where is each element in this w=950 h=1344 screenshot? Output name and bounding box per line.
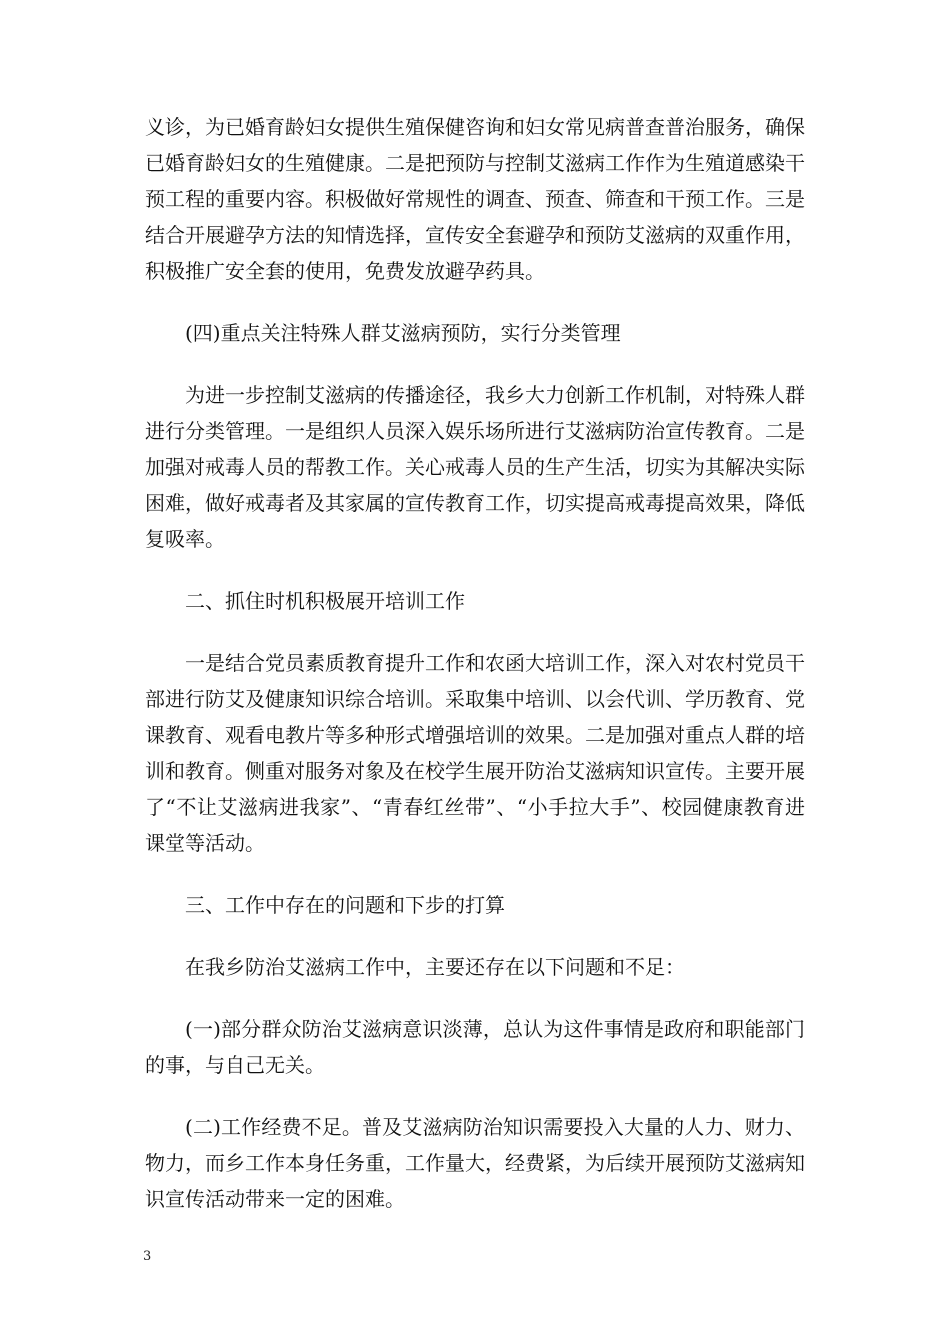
- paragraph-gap: [145, 985, 805, 1011]
- section-heading-3: 三、工作中存在的问题和下步的打算: [185, 893, 505, 917]
- paragraph-gap: [145, 351, 805, 377]
- paragraph-gap: [145, 861, 805, 887]
- paragraph-gap: [145, 923, 805, 949]
- section-heading-2: 二、抓住时机积极展开培训工作: [185, 589, 465, 613]
- paragraph-special-groups: 为进一步控制艾滋病的传播途径，我乡大力创新工作机制，对特殊人群进行分类管理。一是组织人员深入娱乐场所进行艾滋病防治宣传教育。二是加强对戒毒人员的帮教工作。关心戒毒人员的生产生活，切实为其解决实际困难，做好戒毒者及其家属的宣传教育工作，切实提高戒毒提高效果，降低复吸率。: [145, 383, 805, 551]
- paragraph-gap: [145, 557, 805, 583]
- page-number: 3: [143, 1249, 152, 1264]
- paragraph-problems-intro: 在我乡防治艾滋病工作中，主要还存在以下问题和不足：: [185, 955, 685, 979]
- paragraph-continuation: 义诊，为已婚育龄妇女提供生殖保健咨询和妇女常见病普查普治服务，确保已婚育龄妇女的生殖健康。二是把预防与控制艾滋病工作作为生殖道感染干预工程的重要内容。积极做好常规性的调查、预查、筛查和干预工作。三是结合开展避孕方法的知情选择，宣传安全套避孕和预防艾滋病的双重作用，积极推广安全套的使用，免费发放避孕药具。: [145, 115, 805, 283]
- paragraph-problem-2: (二)工作经费不足。普及艾滋病防治知识需要投入大量的人力、财力、物力，而乡工作本身任务重，工作量大，经费紧，为后续开展预防艾滋病知识宣传活动带来一定的困难。: [145, 1115, 805, 1211]
- paragraph-training: 一是结合党员素质教育提升工作和农函大培训工作，深入对农村党员干部进行防艾及健康知识综合培训。采取集中培训、以会代训、学历教育、党课教育、观看电教片等多种形式增强培训的效果。二是加强对重点人群的培训和教育。侧重对服务对象及在校学生展开防治艾滋病知识宣传。主要开展了“不让艾滋病进我家”、“青春红丝带”、“小手拉大手”、校园健康教育进课堂等活动。: [145, 651, 805, 855]
- paragraph-gap: [145, 619, 805, 645]
- paragraph-problem-1: (一)部分群众防治艾滋病意识淡薄，总认为这件事情是政府和职能部门的事，与自己无关。: [145, 1017, 805, 1077]
- paragraph-gap: [145, 289, 805, 315]
- document-body: [145, 109, 805, 1217]
- paragraph-gap: [145, 1083, 805, 1109]
- section-heading-4: (四)重点关注特殊人群艾滋病预防，实行分类管理: [185, 321, 621, 345]
